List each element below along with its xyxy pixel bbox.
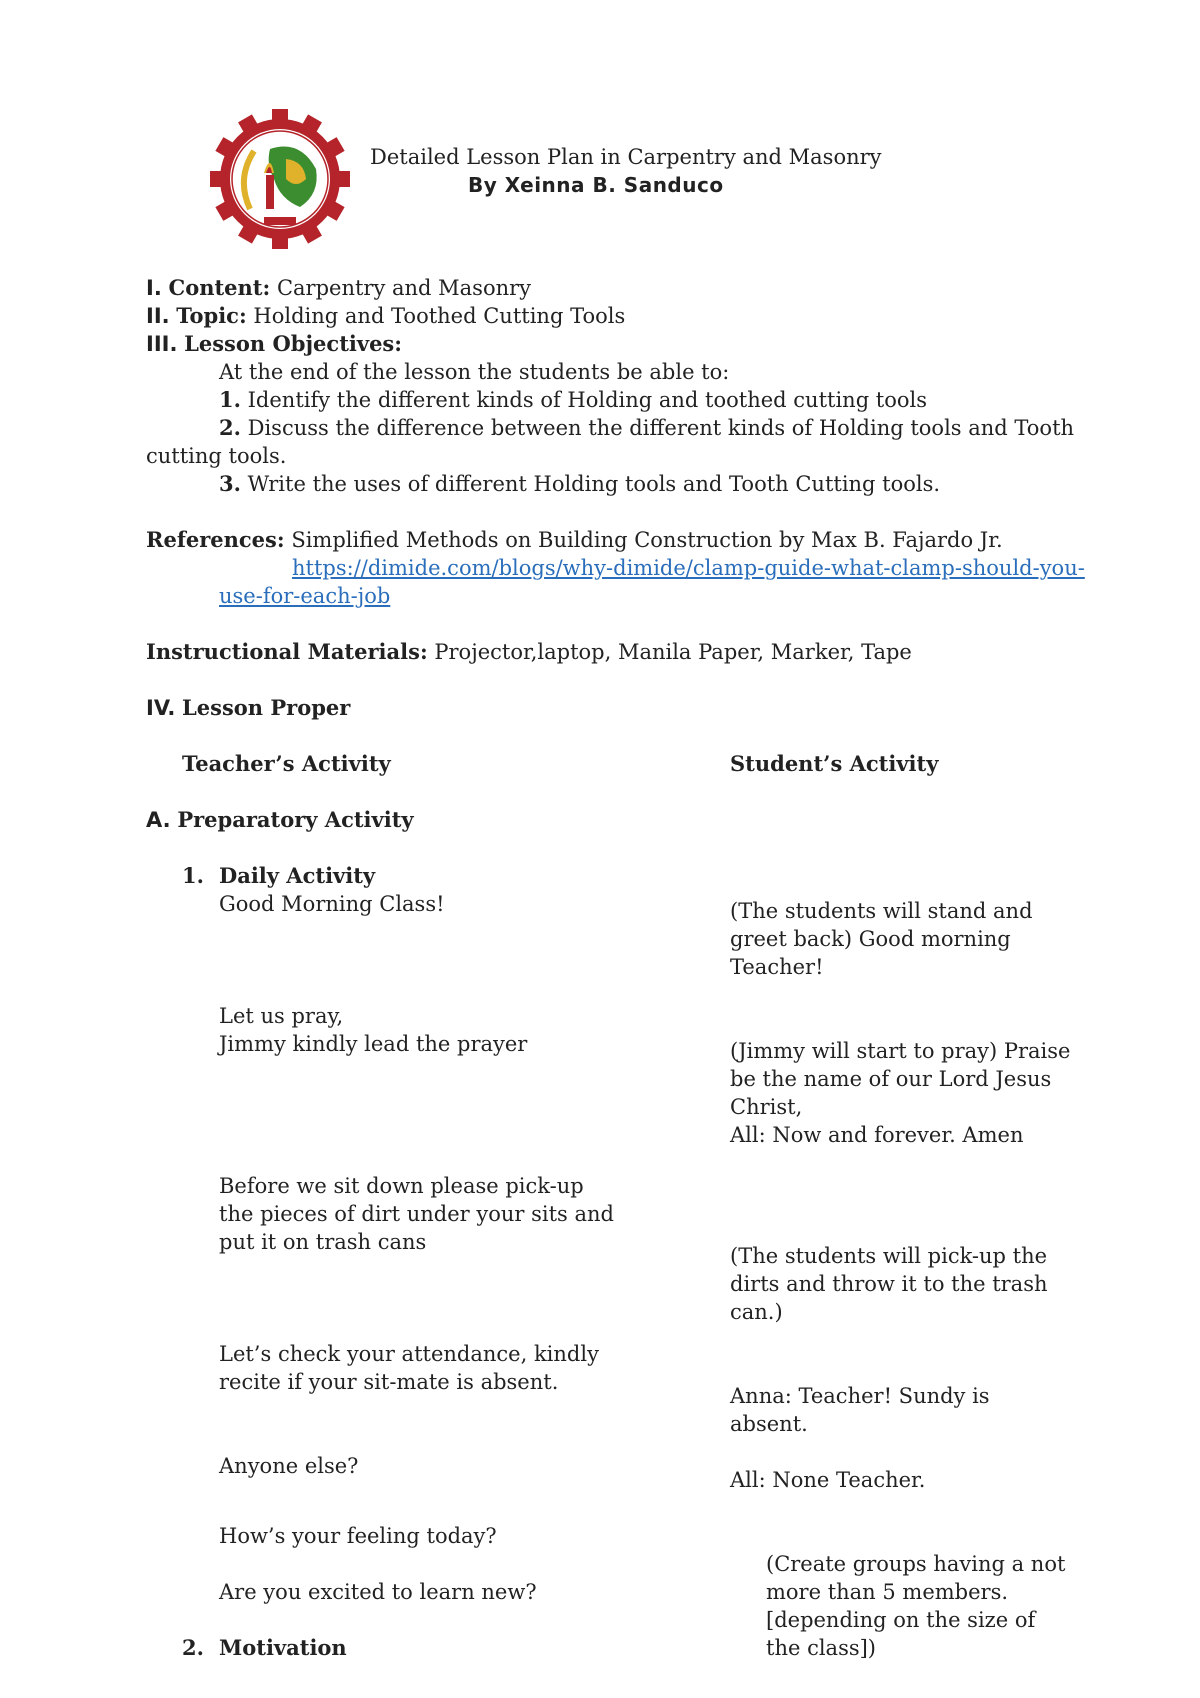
materials-label: Instructional Materials:: [146, 639, 428, 664]
objective-number: 1.: [219, 387, 241, 412]
objective-item: [219, 414, 1074, 442]
objective-text: Write the uses of different Holding tools and Tooth Cutting tools.: [247, 472, 941, 496]
student-line: greet back) Good morning: [730, 927, 1011, 951]
reference-link-continued[interactable]: use-for-each-job: [219, 584, 391, 608]
reference-link[interactable]: https://dimide.com/blogs/why-dimide/clamp-guide-what-clamp-should-you-: [292, 556, 1085, 580]
student-line: can.): [730, 1300, 783, 1324]
student-line: (The students will pick-up the: [730, 1244, 1048, 1268]
objective-text: Discuss the difference between the different kinds of Holding tools and Tooth: [247, 416, 1075, 440]
content-value: Carpentry and Masonry: [276, 276, 532, 300]
topic-numeral: II.: [146, 304, 170, 328]
preparatory-heading: [146, 806, 414, 834]
preparatory-letter: A.: [146, 808, 171, 832]
document-author: By Xeinna B. Sanduco: [468, 173, 724, 197]
student-line: (Create groups having a not: [766, 1552, 1066, 1576]
motivation-label: Motivation: [219, 1635, 347, 1660]
objectives-intro: At the end of the lesson the students be able to:: [219, 360, 730, 384]
student-line: [depending on the size of: [766, 1608, 1036, 1632]
objective-continuation: cutting tools.: [146, 444, 287, 468]
references-line: [146, 526, 1003, 554]
teacher-line: Anyone else?: [219, 1454, 359, 1478]
teacher-line: Before we sit down please pick-up: [219, 1174, 584, 1198]
student-line: All: None Teacher.: [730, 1468, 926, 1492]
school-seal-logo: [206, 108, 356, 250]
student-line: All: Now and forever. Amen: [730, 1123, 1024, 1147]
student-line: absent.: [730, 1412, 808, 1436]
objective-text: Identify the different kinds of Holding and toothed cutting tools: [247, 388, 928, 412]
topic-value: Holding and Toothed Cutting Tools: [253, 304, 626, 328]
lesson-proper-numeral: IV.: [146, 696, 176, 720]
materials-value: Projector,laptop, Manila Paper, Marker, Tape: [434, 640, 912, 664]
objectives-heading: [146, 330, 402, 358]
references-label: References:: [146, 527, 285, 552]
student-line: (The students will stand and: [730, 899, 1033, 923]
student-line: more than 5 members.: [766, 1580, 1009, 1604]
student-line: the class]): [766, 1636, 877, 1660]
teacher-line: Let’s check your attendance, kindly: [219, 1342, 599, 1366]
preparatory-label: Preparatory Activity: [177, 807, 414, 832]
student-activity-heading: Student’s Activity: [730, 751, 939, 776]
teacher-line: Are you excited to learn new?: [219, 1580, 537, 1604]
document-title: Detailed Lesson Plan in Carpentry and Masonry: [370, 145, 882, 169]
content-line: [146, 274, 531, 302]
lesson-proper-heading: [146, 694, 350, 722]
topic-label: Topic:: [176, 303, 247, 328]
daily-activity-label: Daily Activity: [219, 863, 376, 888]
student-line: dirts and throw it to the trash: [730, 1272, 1048, 1296]
objective-item: [219, 386, 927, 414]
teacher-line: Jimmy kindly lead the prayer: [219, 1032, 528, 1056]
teacher-activity-heading: Teacher’s Activity: [182, 751, 391, 776]
topic-line: [146, 302, 625, 330]
student-line: (Jimmy will start to pray) Praise: [730, 1039, 1071, 1063]
objective-number: 3.: [219, 471, 241, 496]
student-line: be the name of our Lord Jesus: [730, 1067, 1052, 1091]
objective-item: [219, 470, 940, 498]
student-line: Christ,: [730, 1095, 803, 1119]
teacher-line: put it on trash cans: [219, 1230, 427, 1254]
references-value: Simplified Methods on Building Construction by Max B. Fajardo Jr.: [291, 528, 1003, 552]
objectives-label: Lesson Objectives:: [184, 331, 403, 356]
objective-number: 2.: [219, 415, 241, 440]
objectives-numeral: III.: [146, 332, 178, 356]
student-line: Teacher!: [730, 955, 824, 979]
seal-graphic: [206, 108, 356, 250]
content-numeral: I.: [146, 276, 162, 300]
lesson-proper-label: Lesson Proper: [182, 695, 351, 720]
motivation-number: 2.: [182, 1635, 204, 1660]
teacher-line: How’s your feeling today?: [219, 1524, 497, 1548]
teacher-line: Let us pray,: [219, 1004, 344, 1028]
teacher-line: Good Morning Class!: [219, 892, 445, 916]
teacher-line: the pieces of dirt under your sits and: [219, 1202, 614, 1226]
student-line: Anna: Teacher! Sundy is: [730, 1384, 990, 1408]
teacher-line: recite if your sit-mate is absent.: [219, 1370, 559, 1394]
materials-line: [146, 638, 912, 666]
daily-activity-number: 1.: [182, 863, 204, 888]
content-label: Content:: [168, 275, 271, 300]
